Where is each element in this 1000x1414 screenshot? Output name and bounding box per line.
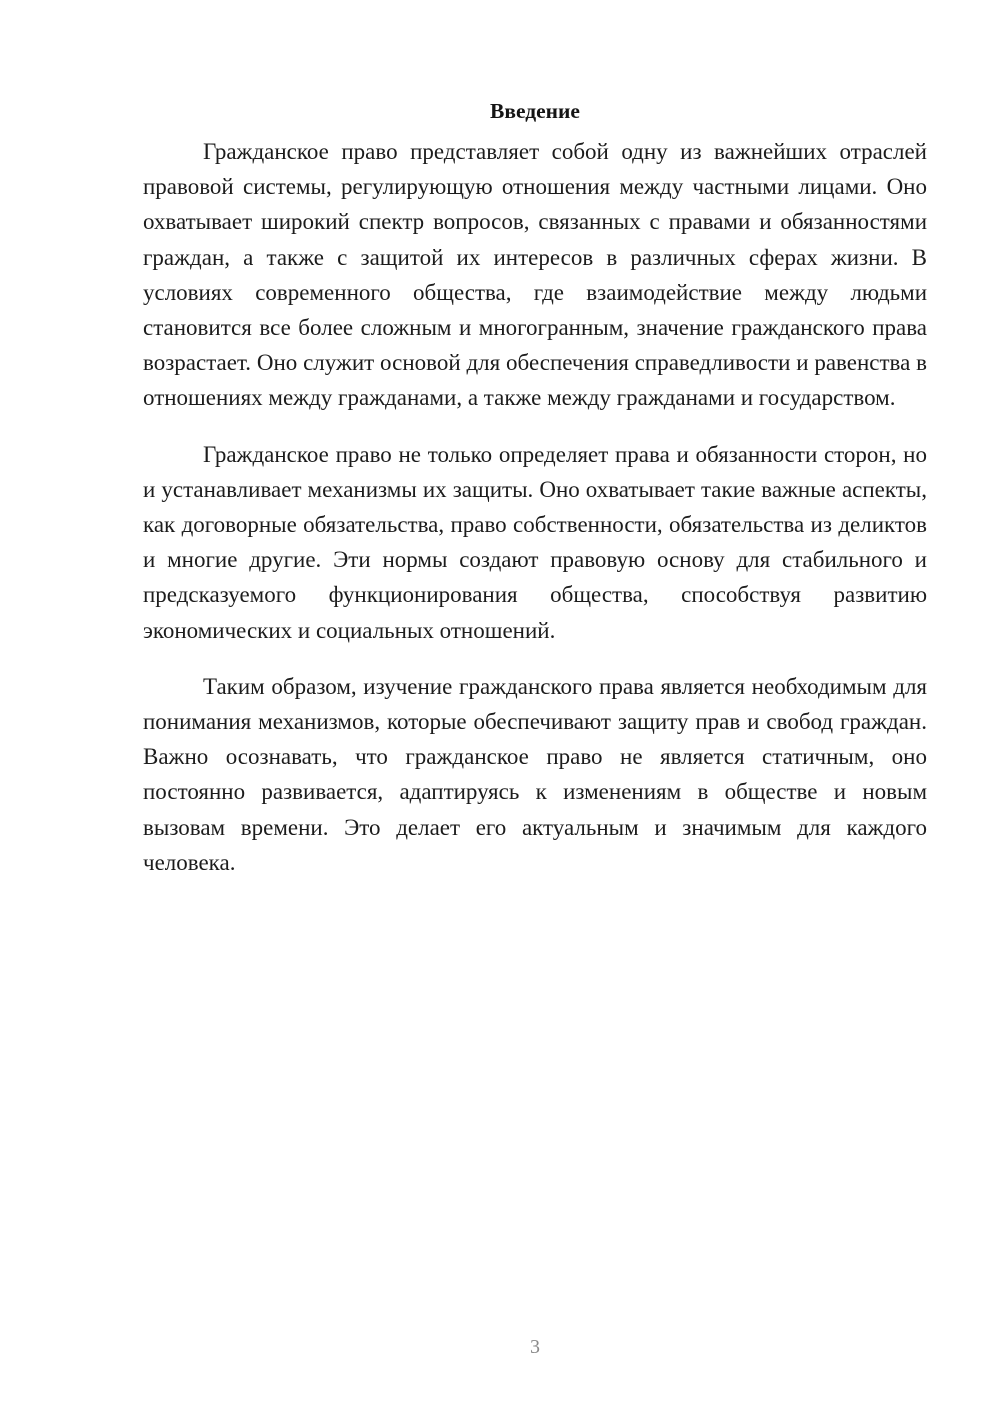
paragraph-2: Гражданское право не только определяет права и обязанности сторон, но и устанавливает механизмы их защиты. Оно охватывает такие важные аспекты, как договорные обязательства, право собственности, обязательства из деликтов и многие другие. Эти нормы создают правовую основу для стабильного и предсказуемого функционирования общества, способствуя развитию экономических и социальных отношений. bbox=[143, 441, 927, 643]
paragraph-3: Таким образом, изучение гражданского права является необходимым для понимания механизмов, которые обеспечивают защиту прав и свобод граждан. Важно осознавать, что гражданское право не является статичным, оно постоянно развивается, адаптируясь к изменениям в обществе и новым вызовам времени. Это делает его актуальным и значимым для каждого человека. bbox=[143, 673, 927, 875]
page-content bbox=[143, 92, 927, 880]
paragraph-1: Гражданское право представляет собой одну из важнейших отраслей правовой системы, регулирующую отношения между частными лицами. Оно охватывает широкий спектр вопросов, связанных с правами и обязанностями граждан, а также с защитой их интересов в различных сферах жизни. В условиях современного общества, где взаимодействие между людьми становится все более сложным и многогранным, значение гражданского права возрастает. Оно служит основой для обеспечения справедливости и равенства в отношениях между гражданами, а также между гражданами и государством. bbox=[143, 139, 927, 411]
page-number: 3 bbox=[530, 1336, 540, 1358]
section-title: Введение bbox=[490, 99, 580, 123]
